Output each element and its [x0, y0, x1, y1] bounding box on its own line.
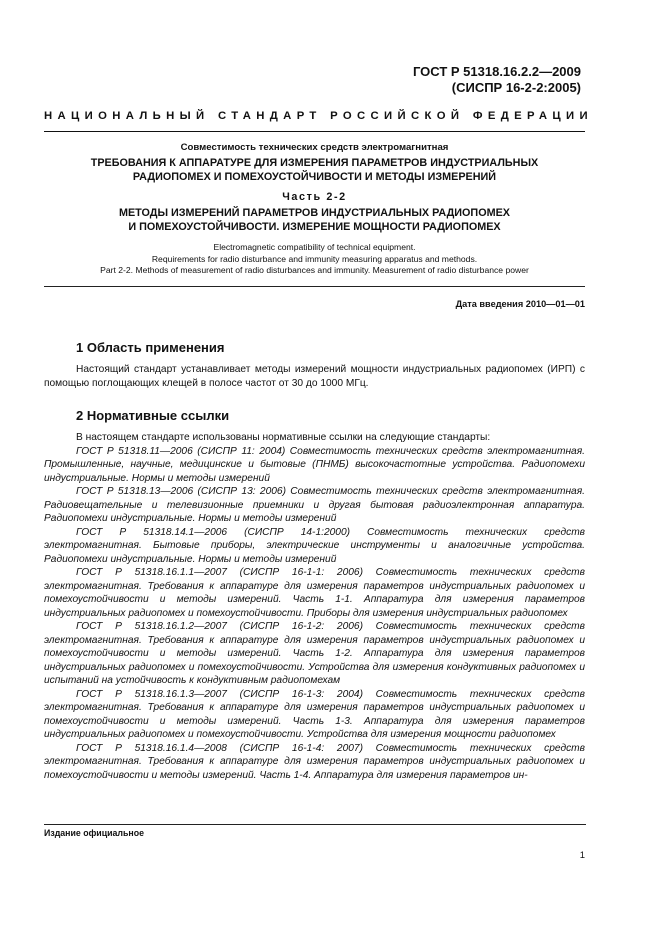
- page-number: 1: [579, 850, 585, 861]
- english-title-line: Electromagnetic compatibility of technical equipment.: [213, 242, 416, 252]
- scope-paragraph: Настоящий стандарт устанавливает методы измерений мощности индустриальных радиопомех (ИРП) с помощью поглощающих клещей в полосе частот от 30 до 1000 МГц.: [44, 364, 585, 389]
- reference-item: ГОСТ Р 51318.16.1.4—2008 (СИСПР 16-1-4: 2007) Совместимость технических средств электромагнитная. Требования к аппаратуре для измерения параметров индустриальных радиопомех и помехоустойчивости и методы измерений. Часть 1-4. Аппаратура для измерения параметров ин-: [44, 742, 585, 781]
- title-divider: [44, 286, 585, 287]
- references-intro: В настоящем стандарте использованы нормативные ссылки на следующие стандарты:: [76, 432, 491, 443]
- part-title-line: МЕТОДЫ ИЗМЕРЕНИЙ ПАРАМЕТРОВ ИНДУСТРИАЛЬНЫХ РАДИОПОМЕХ: [118, 207, 510, 219]
- section-heading-scope: 1 Область применения: [76, 340, 225, 355]
- introduction-date: Дата введения 2010—01—01: [455, 299, 585, 309]
- reference-item: ГОСТ Р 51318.13—2006 (СИСПР 13: 2006) Совместимость технических средств электромагнитная. Радиовещательные и телевизионные приемники и другая бытовая радиоэлектронная аппаратура. Радиопомехи индустриальные. Нормы и методы измерений: [44, 486, 585, 524]
- cispr-code: (СИСПР 16-2-2:2005): [451, 80, 581, 95]
- english-title-line: Part 2-2. Methods of measurement of radio disturbances and immunity. Measurement of radio disturbance power: [100, 265, 529, 276]
- header-divider: [44, 131, 585, 132]
- english-title-line: Requirements for radio disturbance and immunity measuring apparatus and methods.: [151, 253, 478, 264]
- part-label: Часть 2-2: [282, 191, 347, 203]
- title-line: ТРЕБОВАНИЯ К АППАРАТУРЕ ДЛЯ ИЗМЕРЕНИЯ ПАРАМЕТРОВ ИНДУСТРИАЛЬНЫХ: [90, 157, 539, 169]
- national-standard-banner: НАЦИОНАЛЬНЫЙ СТАНДАРТ РОССИЙСКОЙ ФЕДЕРАЦИИ: [44, 110, 593, 122]
- document-subject: Совместимость технических средств электромагнитная: [180, 142, 449, 153]
- section-heading-references: 2 Нормативные ссылки: [76, 408, 230, 423]
- references-list: [44, 431, 585, 782]
- standard-designation: [413, 64, 581, 96]
- part-title-line: И ПОМЕХОУСТОЙЧИВОСТИ. ИЗМЕРЕНИЕ МОЩНОСТИ РАДИОПОМЕХ: [128, 220, 501, 233]
- reference-item: ГОСТ Р 51318.14.1—2006 (СИСПР 14-1:2000) Совместимость технических средств электромагнитная. Бытовые приборы, электрические инструменты и аналогичные устройства. Радиопомехи индустриальные. Нормы и методы измерений: [44, 526, 585, 565]
- document-title: [44, 157, 585, 184]
- english-title: [44, 242, 585, 277]
- part-title: [44, 207, 585, 234]
- footer-divider: [44, 824, 586, 825]
- reference-item: ГОСТ Р 51318.16.1.2—2007 (СИСПР 16-1-2: 2006) Совместимость технических средств электромагнитная. Требования к аппаратуре для измерения параметров индустриальных радиопомех и помехоустойчивости и методы измерений. Часть 1-2. Аппаратура для измерения параметров индустриальных радиопомех и помехоустойчивости. Устройства для измерения кондуктивных радиопомех и испытаний на устойчивость к кондуктивным радиопомехам: [44, 621, 585, 686]
- reference-item: ГОСТ Р 51318.16.1.3—2007 (СИСПР 16-1-3: 2004) Совместимость технических средств электромагнитная. Требования к аппаратуре для измерения параметров индустриальных радиопомех и помехоустойчивости и методы измерений. Часть 1-3. Аппаратура для измерения параметров индустриальных радиопомех и помехоустойчивости. Устройства для измерения мощности радиопомех: [44, 688, 585, 740]
- gost-code: ГОСТ Р 51318.16.2.2—2009: [412, 64, 581, 79]
- edition-label: Издание официальное: [44, 828, 144, 838]
- title-line: РАДИОПОМЕХ И ПОМЕХОУСТОЙЧИВОСТИ И МЕТОДЫ ИЗМЕРЕНИЙ: [132, 170, 497, 183]
- reference-item: ГОСТ Р 51318.16.1.1—2007 (СИСПР 16-1-1: 2006) Совместимость технических средств электромагнитная. Требования к аппаратуре для измерения параметров индустриальных радиопомех и помехоустойчивости и методы измерений. Часть 1-1. Аппаратура для измерения параметров индустриальных радиопомех и помехоустойчивости. Приборы для измерения индустриальных радиопомех: [44, 567, 585, 619]
- reference-item: ГОСТ Р 51318.11—2006 (СИСПР 11: 2004) Совместимость технических средств электромагнитная. Промышленные, научные, медицинские и бытовые (ПНМБ) высокочастотные устройства. Радиопомехи индустриальные. Нормы и методы измерений: [44, 445, 585, 484]
